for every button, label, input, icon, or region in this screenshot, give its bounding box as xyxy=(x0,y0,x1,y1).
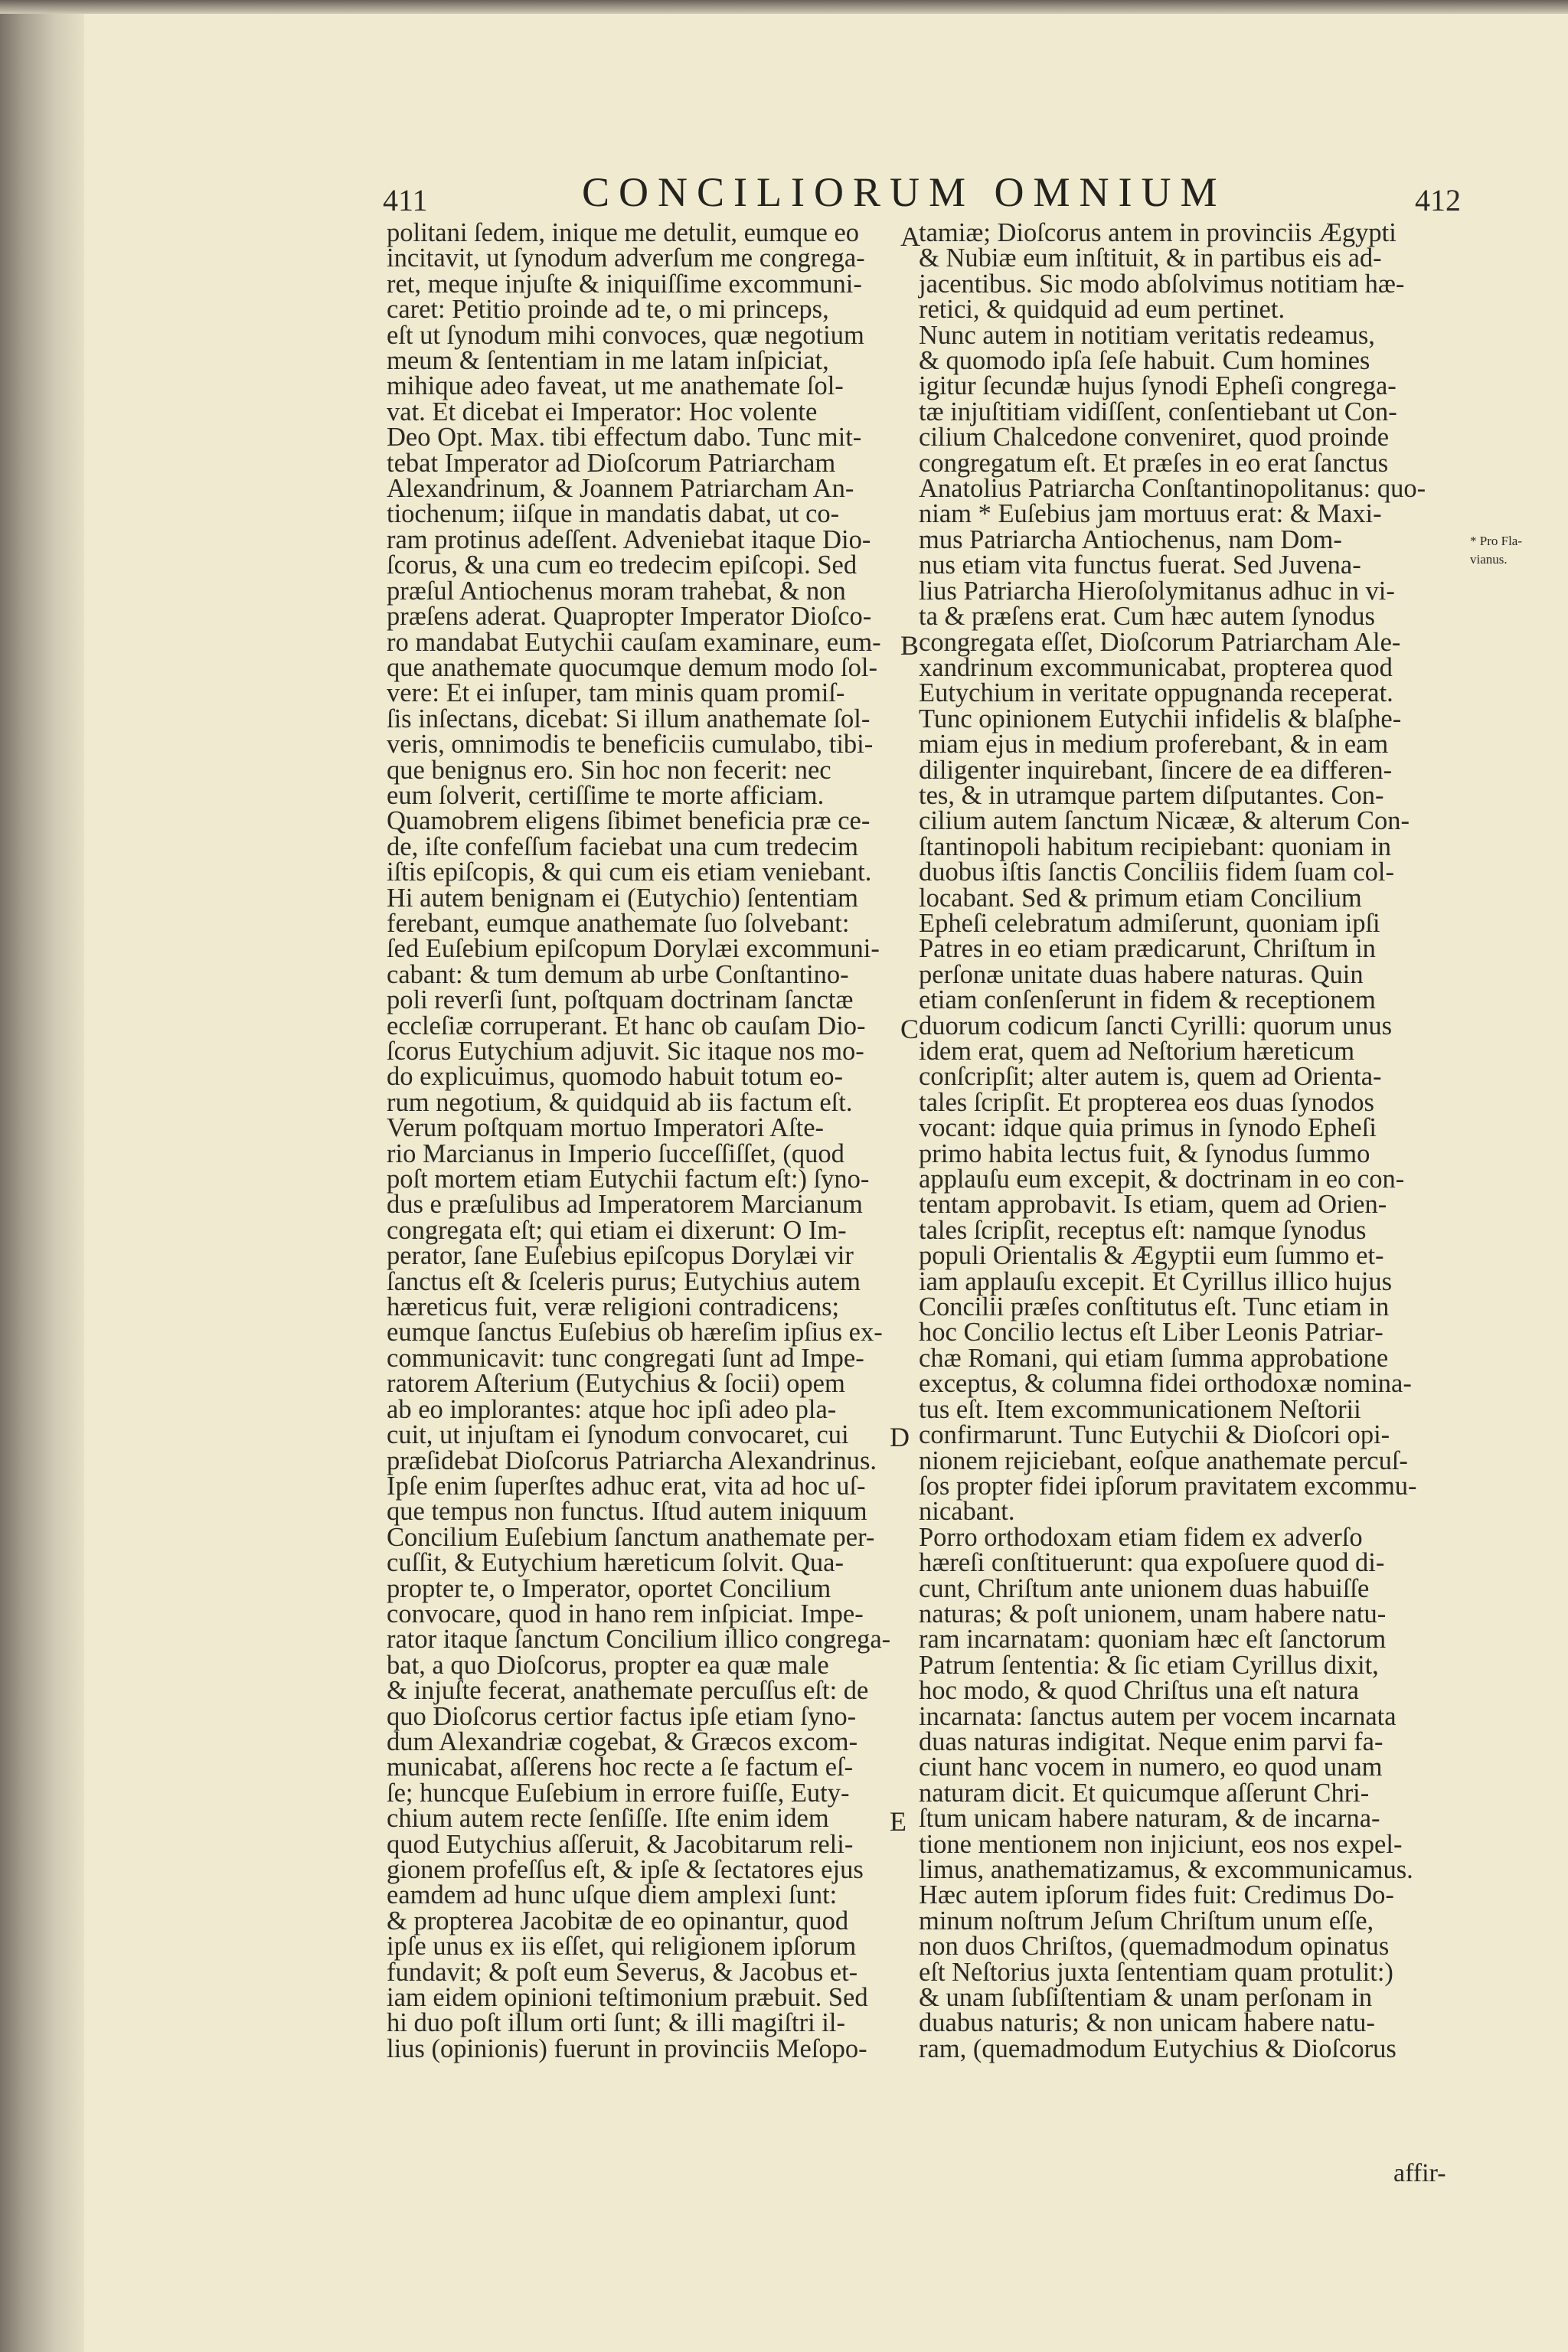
text-line: que anathemate quocumque demum modo ſol- xyxy=(387,652,877,682)
page-top-edge xyxy=(0,0,1568,14)
text-line: Anatolius Patriarcha Conſtantinopolitanus: quo- xyxy=(919,474,1426,504)
text-line: bat, a quo Dioſcorus, propter ea quæ male xyxy=(387,1650,829,1680)
catchword: affir- xyxy=(1393,2159,1446,2187)
text-line: que tempus non functus. Iſtud autem iniquum xyxy=(387,1497,867,1527)
text-line: cilium Chalcedone conveniret, quod proinde xyxy=(919,423,1390,452)
text-line: incitavit, ut ſynodum adverſum me congrega- xyxy=(387,243,865,273)
margin-note xyxy=(1470,532,1522,569)
text-line: Porro orthodoxam etiam fidem ex adverſo xyxy=(919,1522,1363,1552)
text-line: Quamobrem eligens ſibimet beneficia præ ce- xyxy=(387,806,871,836)
text-line: Concilii præſes conſtitutus eſt. Tunc etiam in xyxy=(919,1292,1390,1322)
text-line: ram incarnatam: quoniam hæc eſt ſanctorum xyxy=(919,1625,1387,1655)
section-letter-e: E xyxy=(890,1806,906,1837)
text-line: duorum codicum ſancti Cyrilli: quorum unus xyxy=(919,1011,1393,1040)
text-line: retici, & quidquid ad eum pertinet. xyxy=(919,295,1285,325)
text-line: tiochenum; iiſque in mandatis dabat, ut co- xyxy=(387,499,840,529)
text-line: meum & ſententiam in me latam inſpiciat, xyxy=(387,346,829,376)
text-line: ret, meque injuſte & iniquiſſime excommuni- xyxy=(387,269,862,299)
book-spine xyxy=(0,0,84,2352)
text-line: vat. Et dicebat ei Imperator: Hoc volente xyxy=(387,397,818,426)
text-line: veris, omnimodis te beneficiis cumulabo, tibi- xyxy=(387,730,874,760)
text-line: hæreticus fuit, veræ religioni contradicens; xyxy=(387,1292,840,1322)
text-line: confirmarunt. Tunc Eutychii & Dioſcori opi- xyxy=(919,1420,1390,1450)
text-line: eſt Neſtorius juxta ſententiam quam protulit:) xyxy=(919,1957,1393,1987)
text-line: & propterea Jacobitæ de eo opinantur, quod xyxy=(387,1906,849,1936)
text-line: lius Patriarcha Hieroſolymitanus adhuc in vi- xyxy=(919,576,1395,606)
text-line: fundavit; & poſt eum Severus, & Jacobus et- xyxy=(387,1957,858,1987)
text-line: ſe; huncque Euſebium in errore fuiſſe, Euty- xyxy=(387,1778,850,1808)
text-line: Alexandrinum, & Joannem Patriarcham An- xyxy=(387,474,854,504)
text-line: naturam dicit. Et quicumque aſſerunt Chri- xyxy=(919,1778,1370,1808)
text-line: ro mandabat Eutychii cauſam examinare, eum- xyxy=(387,627,881,657)
text-line: duabus naturis; & non unicam habere natu- xyxy=(919,2008,1375,2038)
text-line: Hæc autem ipſorum fides fuit: Credimus Do- xyxy=(919,1880,1394,1910)
text-line: nus etiam vita functus fuerat. Sed Juvena- xyxy=(919,550,1361,580)
text-line: Ipſe enim ſuperſtes adhuc erat, vita ad hoc uſ- xyxy=(387,1471,866,1501)
text-line: ratorem Aſterium (Eutychius & ſocii) opem xyxy=(387,1369,845,1399)
page-number-right: 412 xyxy=(1415,183,1461,217)
text-line: Epheſi celebratum admiſerunt, quoniam ipſi xyxy=(919,908,1380,938)
text-line: ſcorus, & una cum eo tredecim epiſcopi. Sed xyxy=(387,550,858,580)
text-line: rum negotium, & quidquid ab iis factum eſt. xyxy=(387,1087,853,1117)
text-line: hi duo poſt illum orti ſunt; & illi magiſtri il- xyxy=(387,2008,845,2038)
text-line: incarnata: ſanctus autem per vocem incarnata xyxy=(919,1701,1396,1731)
text-line: eumque ſanctus Euſebius ob hæreſim ipſius ex- xyxy=(387,1318,883,1348)
section-letter-c: C xyxy=(900,1014,920,1044)
text-line: conſcripſit; alter autem is, quem ad Orienta- xyxy=(919,1062,1382,1092)
text-line: tione mentionem non injiciunt, eos nos expel- xyxy=(919,1829,1403,1859)
text-line: eccleſiæ corruperant. Et hanc ob cauſam Dio- xyxy=(387,1011,866,1040)
text-line: Patres in eo etiam prædicarunt, Chriſtum in xyxy=(919,934,1376,964)
text-line: congregatum eſt. Et præſes in eo erat ſanctus xyxy=(919,448,1389,478)
text-line: tentam approbavit. Is etiam, quem ad Orien- xyxy=(919,1190,1387,1220)
text-line: Patrum ſententia: & ſic etiam Cyrillus dixit, xyxy=(919,1650,1379,1680)
text-line: gionem profeſſus eſt, & ipſe & ſectatores ejus xyxy=(387,1855,864,1884)
text-line: jacentibus. Sic modo abſolvimus notitiam hæ- xyxy=(919,269,1405,299)
text-line: iam applauſu excepit. Et Cyrillus illico hujus xyxy=(919,1266,1393,1296)
text-line: exceptus, & columna fidei orthodoxæ nomina- xyxy=(919,1369,1412,1399)
text-line: Concilium Euſebium ſanctum anathemate per- xyxy=(387,1522,875,1552)
text-line: ta & præſens erat. Cum hæc autem ſynodus xyxy=(919,602,1375,632)
text-line: chium autem recte ſenſiſſe. Iſte enim idem xyxy=(387,1804,829,1834)
text-line: mihique adeo faveat, ut me anathemate ſol- xyxy=(387,371,844,401)
left-text-column xyxy=(387,220,898,2062)
text-line: quod Eutychius aſſeruit, & Jacobitarum reli- xyxy=(387,1829,854,1859)
section-letter-a: A xyxy=(900,221,920,252)
text-line: nicabant. xyxy=(919,1497,1015,1527)
text-line: ſos propter fidei ipſorum pravitatem excommu- xyxy=(919,1471,1417,1501)
text-line: tales ſcripſit. Et propterea eos duas ſynodos xyxy=(919,1087,1374,1117)
margin-note-line: * Pro Fla- xyxy=(1470,534,1522,548)
text-line: iſtis epiſcopis, & qui cum eis etiam veniebant. xyxy=(387,858,872,887)
text-line: & injuſte fecerat, anathemate percuſſus eſt: de xyxy=(387,1676,869,1706)
text-line: politani ſedem, inique me detulit, eumque eo xyxy=(387,218,860,247)
text-line: congregata eſt; qui etiam ei dixerunt: O Im- xyxy=(387,1215,847,1245)
text-line: dus e præſulibus ad Imperatorem Marcianum xyxy=(387,1190,863,1220)
text-line: applauſu eum excepit, & doctrinam in eo con- xyxy=(919,1165,1405,1194)
page-number-left: 411 xyxy=(383,183,428,217)
section-letter-d: D xyxy=(890,1422,910,1452)
text-line: non duos Chriſtos, (quemadmodum opinatus xyxy=(919,1932,1390,1962)
text-line: primo habita lectus fuit, & ſynodus ſummo xyxy=(919,1138,1370,1168)
text-line: præſidebat Dioſcorus Patriarcha Alexandrinus. xyxy=(387,1446,877,1475)
text-line: poli reverſi ſunt, poſtquam doctrinam ſanctæ xyxy=(387,985,854,1015)
text-line: tamiæ; Dioſcorus antem in provinciis Ægypti xyxy=(919,218,1396,247)
text-line: Tunc opinionem Eutychii infidelis & blaſphe- xyxy=(919,704,1402,733)
text-line: ſed Euſebium epiſcopum Dorylæi excommuni- xyxy=(387,934,880,964)
text-line: municabat, aſſerens hoc recte a ſe factum eſ- xyxy=(387,1753,854,1782)
text-line: duobus iſtis ſanctis Conciliis fidem ſuam col- xyxy=(919,858,1394,887)
text-line: que benignus ero. Sin hoc non fecerit: nec xyxy=(387,755,831,785)
text-line: propter te, o Imperator, oportet Concilium xyxy=(387,1573,831,1603)
text-line: Hi autem benignam ei (Eutychio) ſententiam xyxy=(387,883,859,913)
text-line: ram, (quemadmodum Eutychius & Dioſcorus xyxy=(919,2034,1396,2063)
margin-note-line: vianus. xyxy=(1470,552,1508,567)
text-line: Nunc autem in notitiam veritatis redeamus, xyxy=(919,320,1375,350)
text-line: ciunt hanc vocem in numero, eo quod unam xyxy=(919,1753,1383,1782)
text-line: ſcorus Eutychium adjuvit. Sic itaque nos mo- xyxy=(387,1037,864,1066)
text-line: etiam conſenſerunt in fidem & receptionem xyxy=(919,985,1376,1015)
text-line: locabant. Sed & primum etiam Concilium xyxy=(919,883,1362,913)
text-line: hæreſi conſtituerunt: qua expoſuere quod di- xyxy=(919,1548,1385,1578)
text-line: congregata eſſet, Dioſcorum Patriarcham Ale- xyxy=(919,627,1401,657)
text-line: eamdem ad hunc uſque diem amplexi ſunt: xyxy=(387,1880,838,1910)
text-line: ſtum unicam habere naturam, & de incarna- xyxy=(919,1804,1380,1834)
text-line: hoc Concilio lectus eſt Liber Leonis Patriar- xyxy=(919,1318,1383,1348)
text-line: igitur ſecundæ hujus ſynodi Epheſi congrega- xyxy=(919,371,1396,401)
text-line: vocant: idque quia primus in ſynodo Epheſi xyxy=(919,1113,1377,1143)
text-line: minum noſtrum Jeſum Chriſtum unum eſſe, xyxy=(919,1906,1374,1936)
text-line: do explicuimus, quomodo habuit totum eo- xyxy=(387,1062,844,1092)
text-line: caret: Petitio proinde ad te, o mi princeps, xyxy=(387,295,829,325)
text-line: præſens aderat. Quapropter Imperator Dioſco- xyxy=(387,602,872,632)
text-line: de, iſte confeſſum faciebat una cum tredecim xyxy=(387,831,858,861)
section-letter-b: B xyxy=(900,630,920,661)
text-line: Deo Opt. Max. tibi effectum dabo. Tunc mit- xyxy=(387,423,862,452)
text-line: perſonæ unitate duas habere naturas. Quin xyxy=(919,959,1364,989)
text-line: iam eidem opinioni teſtimonium præbuit. Sed xyxy=(387,1983,868,2013)
text-line: niam * Euſebius jam mortuus erat: & Maxi- xyxy=(919,499,1382,529)
text-line: communicavit: tunc congregati ſunt ad Impe- xyxy=(387,1343,864,1373)
text-line: tæ injuſtitiam vidiſſent, conſentiebant ut Con- xyxy=(919,397,1397,426)
text-line: chæ Romani, qui etiam ſumma approbatione xyxy=(919,1343,1389,1373)
text-line: & quomodo ipſa ſeſe habuit. Cum homines xyxy=(919,346,1370,376)
text-line: mus Patriarcha Antiochenus, nam Dom- xyxy=(919,524,1342,554)
text-line: rator itaque ſanctum Concilium illico congrega- xyxy=(387,1625,891,1655)
text-line: ſtantinopoli habitum recipiebant: quoniam in xyxy=(919,831,1392,861)
text-line: miam ejus in medium proferebant, & in eam xyxy=(919,730,1389,760)
text-line: xandrinum excommunicabat, propterea quod xyxy=(919,652,1393,682)
text-line: Eutychium in veritate oppugnanda receperat. xyxy=(919,678,1393,708)
text-line: vere: Et ei inſuper, tam minis quam promiſ- xyxy=(387,678,845,708)
text-line: tes, & in utramque partem diſputantes. Con- xyxy=(919,780,1384,810)
text-line: præſul Antiochenus moram trahebat, & non xyxy=(387,576,846,606)
text-line: & Nubiæ eum inſtituit, & in partibus eis ad- xyxy=(919,243,1382,273)
text-line: convocare, quod in hano rem inſpiciat. Impe- xyxy=(387,1599,864,1628)
text-line: nionem rejiciebant, eoſque anathemate percuſ- xyxy=(919,1446,1408,1475)
text-line: cabant: & tum demum ab urbe Conſtantino- xyxy=(387,959,849,989)
text-line: cuit, ut injuſtam ei ſynodum convocaret, cui xyxy=(387,1420,849,1450)
text-line: eum ſolverit, certiſſime te morte afficiam. xyxy=(387,780,825,810)
text-line: perator, ſane Euſebius epiſcopus Dorylæi vir xyxy=(387,1241,854,1271)
text-line: naturas; & poſt unionem, unam habere natu- xyxy=(919,1599,1387,1628)
text-line: diligenter inquirebant, ſincere de ea differen- xyxy=(919,755,1393,785)
running-title: CONCILIORUM OMNIUM xyxy=(582,169,1227,215)
text-line: rio Marcianus in Imperio ſucceſſiſſet, (quod xyxy=(387,1138,844,1168)
text-line: tus eſt. Item excommunicationem Neſtorii xyxy=(919,1394,1361,1424)
text-line: cuſſit, & Eutychium hæreticum ſolvit. Qua- xyxy=(387,1548,844,1578)
text-line: dum Alexandriæ cogebat, & Græcos excom- xyxy=(387,1726,858,1756)
text-line: populi Orientalis & Ægyptii eum ſummo et- xyxy=(919,1241,1384,1271)
text-line: lius (opinionis) fuerunt in provinciis Meſopo- xyxy=(387,2034,867,2063)
text-line: tebat Imperator ad Dioſcorum Patriarcham xyxy=(387,448,836,478)
text-line: quo Dioſcorus certior factus ipſe etiam ſyno- xyxy=(387,1701,857,1731)
text-line: cilium autem ſanctum Nicææ, & alterum Con- xyxy=(919,806,1410,836)
text-line: ab eo implorantes: atque hoc ipſi adeo pla- xyxy=(387,1394,837,1424)
text-line: idem erat, quem ad Neſtorium hæreticum xyxy=(919,1037,1355,1066)
text-line: cunt, Chriſtum ante unionem duas habuiſſe xyxy=(919,1573,1370,1603)
text-line: poſt mortem etiam Eutychii factum eſt:) ſyno- xyxy=(387,1165,870,1194)
text-line: ipſe unus ex iis eſſet, qui religionem ipſorum xyxy=(387,1932,857,1962)
text-line: ram protinus adeſſent. Adveniebat itaque Dio- xyxy=(387,524,871,554)
text-line: tales ſcripſit, receptus eſt: namque ſynodus xyxy=(919,1215,1367,1245)
text-line: hoc modo, & quod Chriſtus una eſt natura xyxy=(919,1676,1359,1706)
text-line: limus, anathematizamus, & excommunicamus. xyxy=(919,1855,1413,1884)
text-line: duas naturas indigitat. Neque enim parvi fa- xyxy=(919,1726,1383,1756)
text-line: ſanctus eſt & ſceleris purus; Eutychius autem xyxy=(387,1266,861,1296)
right-text-column xyxy=(919,220,1468,2062)
text-line: Verum poſtquam mortuo Imperatori Aſte- xyxy=(387,1113,825,1143)
text-line: & unam ſubſiſtentiam & unam perſonam in xyxy=(919,1983,1373,2013)
text-line: ſis inſectans, dicebat: Si illum anathemate ſol- xyxy=(387,704,871,733)
text-line: eſt ut ſynodum mihi convoces, quæ negotium xyxy=(387,320,864,350)
text-line: ferebant, eumque anathemate ſuo ſolvebant: xyxy=(387,908,850,938)
